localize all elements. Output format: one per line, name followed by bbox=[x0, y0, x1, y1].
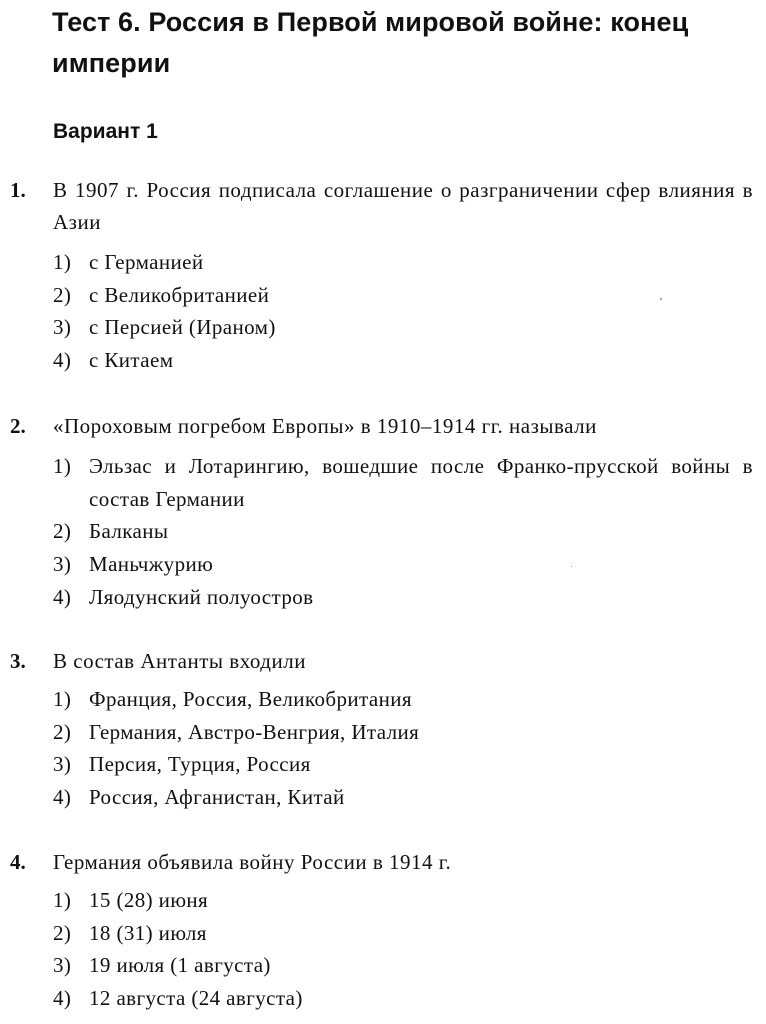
option-text: Эльзас и Лотарингию, вошедшие после Франко-прусской войны в состав Германии bbox=[89, 454, 753, 511]
answer-option[interactable] bbox=[53, 949, 753, 982]
answer-option[interactable] bbox=[53, 548, 753, 581]
option-number: 3) bbox=[53, 315, 72, 340]
answer-option[interactable] bbox=[53, 884, 753, 917]
question-number: 2. bbox=[10, 414, 26, 438]
option-text: 15 (28) июня bbox=[89, 888, 209, 912]
question-number: 1. bbox=[10, 178, 26, 202]
option-text: 18 (31) июля bbox=[89, 920, 207, 945]
option-text: с Китаем bbox=[89, 348, 174, 373]
answer-option[interactable] bbox=[53, 781, 753, 814]
option-text: Персия, Турция, Россия bbox=[89, 752, 311, 777]
option-number: 4) bbox=[53, 348, 72, 373]
answer-option[interactable] bbox=[53, 311, 753, 344]
option-text: Ляодунский полуостров bbox=[89, 584, 314, 609]
answer-option[interactable] bbox=[53, 581, 753, 614]
answer-options bbox=[53, 450, 753, 614]
question-text: Германия объявила войну России в 1914 г. bbox=[53, 850, 452, 874]
option-number: 1) bbox=[53, 454, 72, 478]
option-text: Франция, Россия, Великобритания bbox=[89, 687, 412, 711]
scan-speck bbox=[571, 566, 572, 567]
option-number: 2) bbox=[53, 519, 72, 544]
option-text: Германия, Австро-Венгрия, Италия bbox=[89, 719, 420, 744]
option-text: 19 июля (1 августа) bbox=[89, 953, 271, 978]
answer-option[interactable] bbox=[53, 515, 753, 548]
question-text: В состав Антанты входили bbox=[53, 649, 306, 673]
option-number: 2) bbox=[53, 719, 72, 744]
answer-option[interactable] bbox=[53, 683, 753, 716]
option-number: 2) bbox=[53, 282, 72, 307]
answer-option[interactable] bbox=[53, 450, 753, 515]
answer-options bbox=[53, 246, 753, 377]
answer-option[interactable] bbox=[53, 279, 753, 312]
page-title: Тест 6. Россия в Первой мировой войне: конец империи bbox=[52, 7, 689, 78]
option-text: Балканы bbox=[89, 519, 169, 544]
answer-option[interactable] bbox=[53, 917, 753, 950]
question-text: В 1907 г. Россия подписала соглашение о разграничении сфер влияния в Азии bbox=[53, 178, 753, 234]
question-text: «Пороховым погребом Европы» в 1910–1914 гг. называли bbox=[53, 414, 597, 438]
option-text: с Персией (Ираном) bbox=[89, 315, 276, 340]
option-number: 4) bbox=[53, 785, 72, 810]
option-number: 1) bbox=[53, 250, 72, 274]
answer-option[interactable] bbox=[53, 716, 753, 749]
answer-option[interactable] bbox=[53, 344, 753, 377]
answer-option[interactable] bbox=[53, 982, 753, 1015]
scan-speck bbox=[660, 298, 662, 300]
option-number: 4) bbox=[53, 584, 72, 609]
answer-option[interactable] bbox=[53, 748, 753, 781]
option-number: 2) bbox=[53, 920, 72, 945]
answer-options bbox=[53, 683, 753, 814]
option-number: 1) bbox=[53, 687, 72, 711]
option-text: Маньчжурию bbox=[89, 552, 214, 577]
option-number: 4) bbox=[53, 986, 72, 1011]
option-text: с Великобританией bbox=[89, 282, 270, 307]
question-number: 3. bbox=[10, 649, 26, 673]
answer-options bbox=[53, 884, 753, 1015]
question-number: 4. bbox=[10, 850, 26, 874]
option-text: с Германией bbox=[89, 250, 204, 274]
option-text: 12 августа (24 августа) bbox=[89, 986, 303, 1011]
variant-heading: Вариант 1 bbox=[53, 120, 158, 143]
option-number: 3) bbox=[53, 552, 72, 577]
option-number: 1) bbox=[53, 888, 72, 912]
answer-option[interactable] bbox=[53, 246, 753, 279]
option-number: 3) bbox=[53, 953, 72, 978]
option-text: Россия, Афганистан, Китай bbox=[89, 785, 345, 810]
option-number: 3) bbox=[53, 752, 72, 777]
